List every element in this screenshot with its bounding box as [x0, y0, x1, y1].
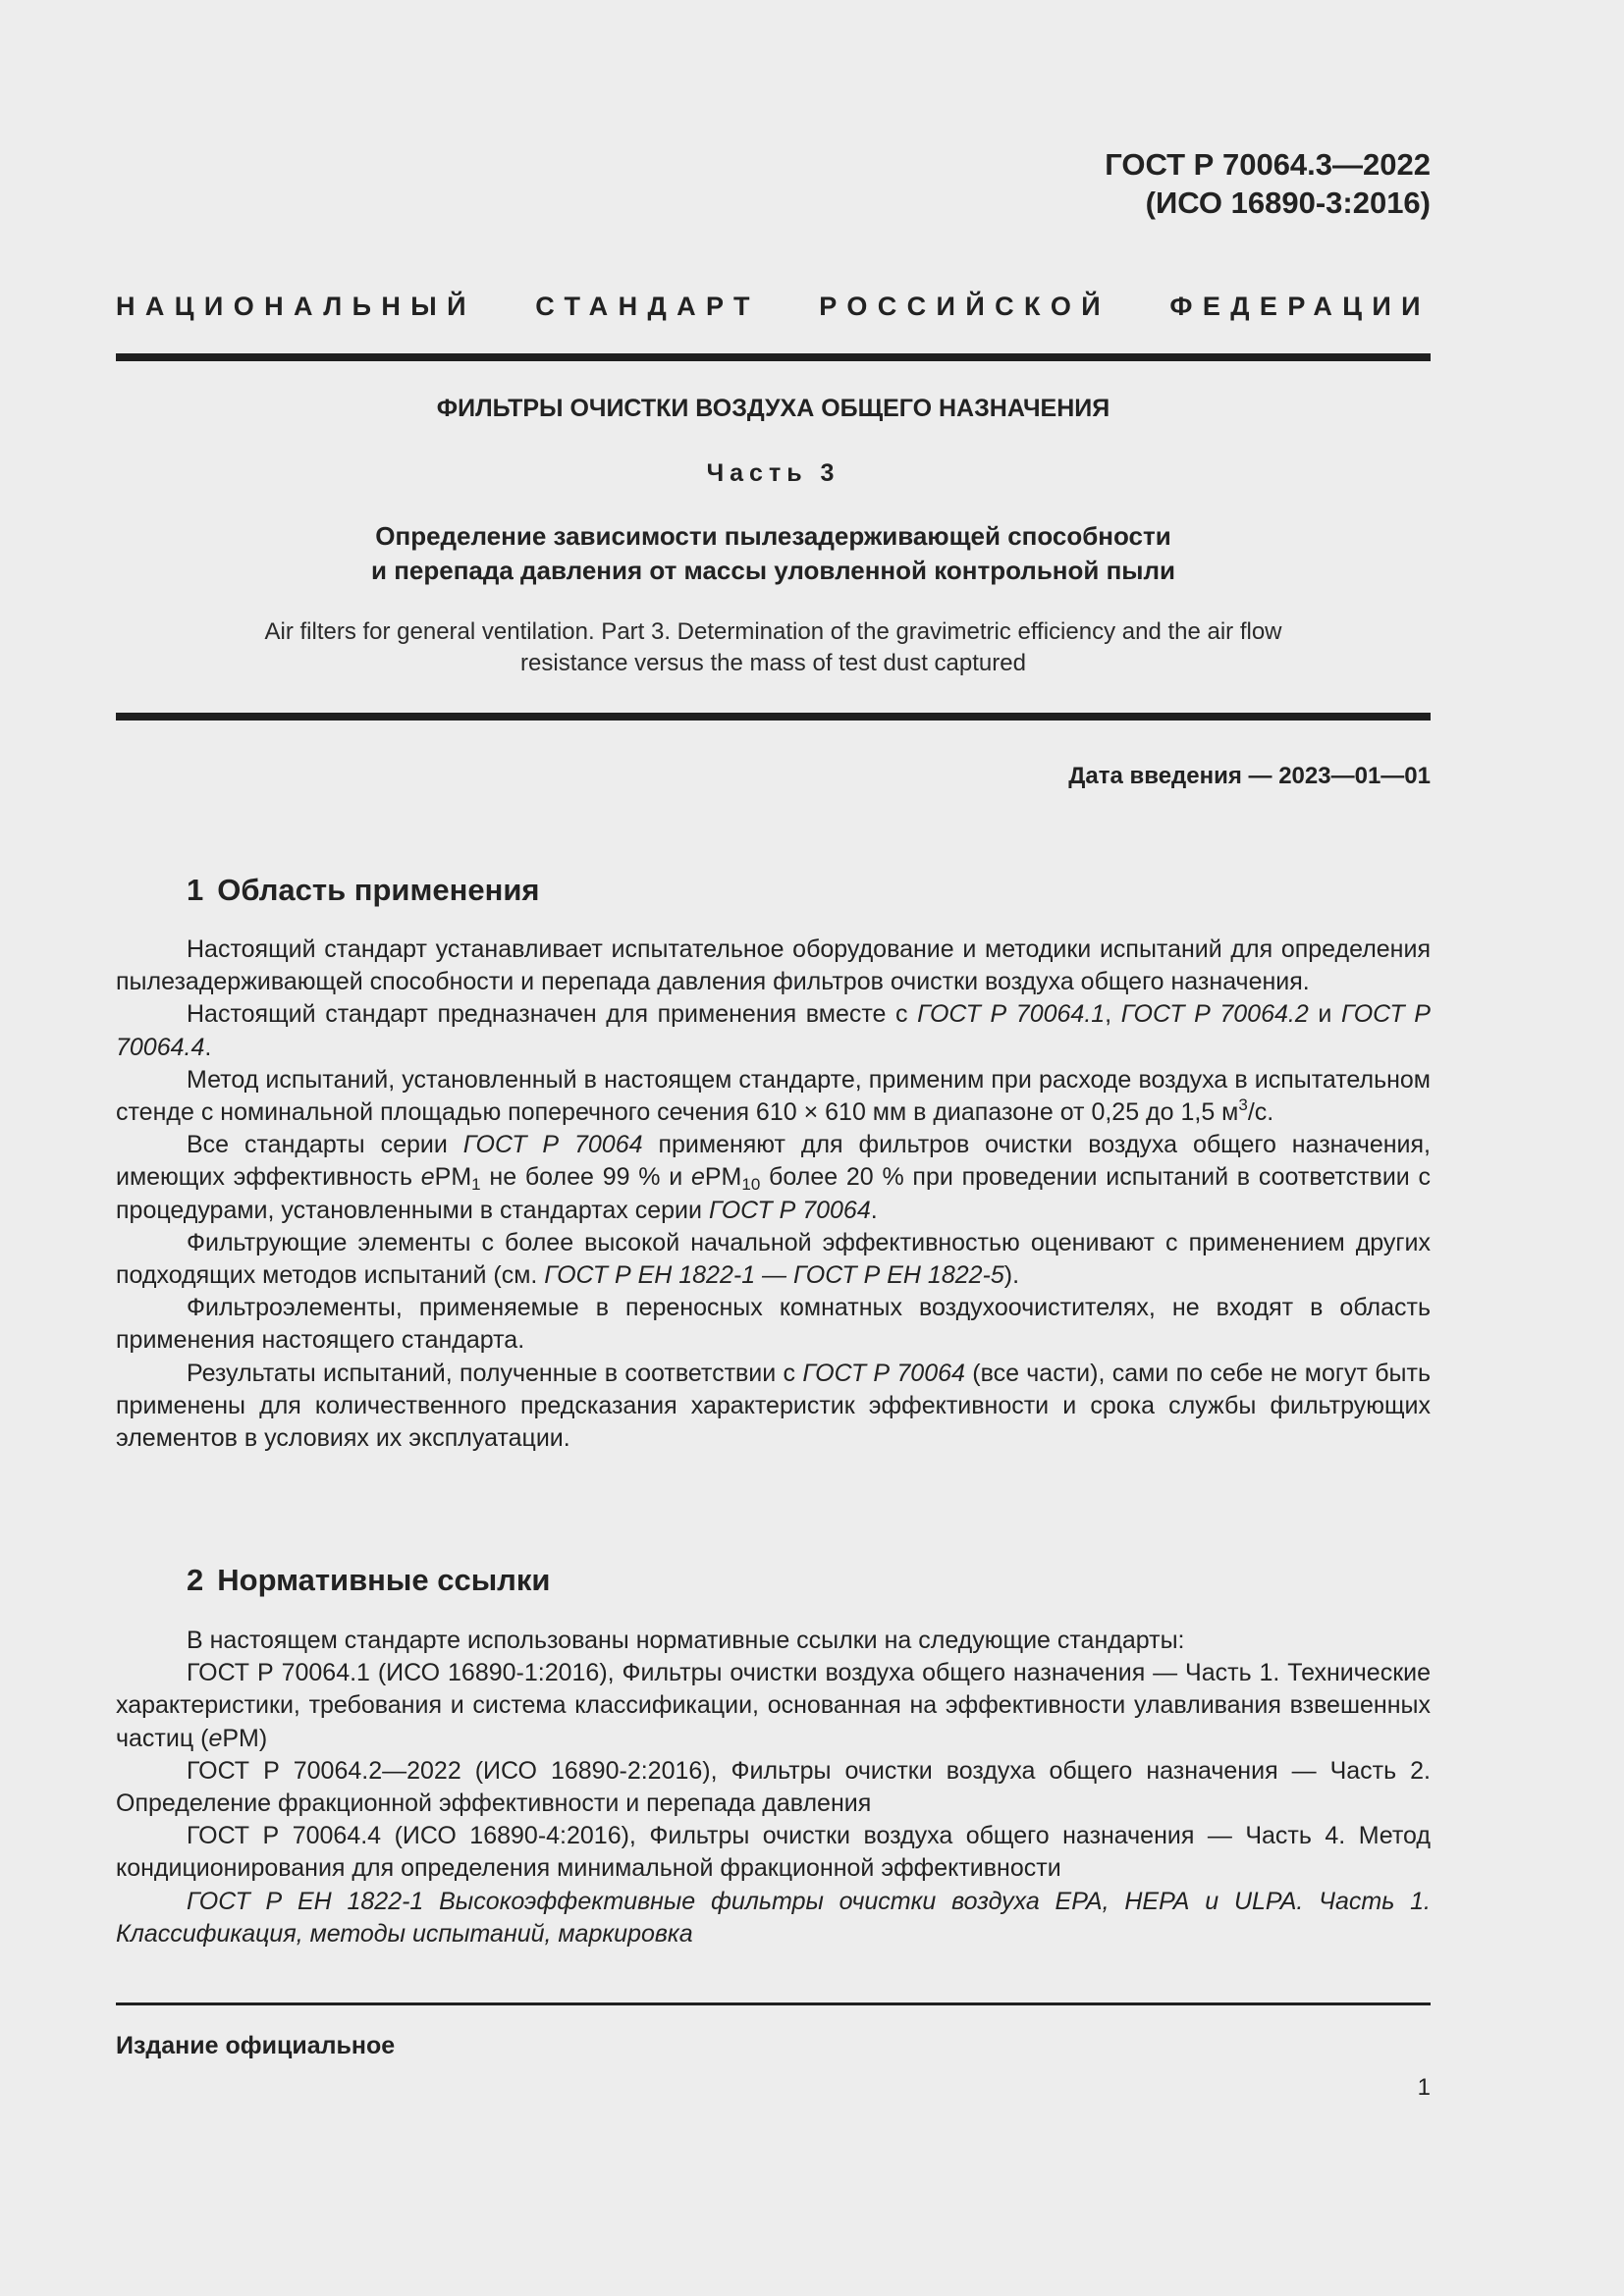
standard-number	[884, 145, 1431, 222]
section1-body	[116, 934, 1431, 1455]
page-number: 1	[1417, 2074, 1431, 2101]
section1-paragraph3: Метод испытаний, установленный в настоящем стандарте, применим при расходе воздуха в испытательном стенде с номинальной площадью поперечного сечения 610 × 610 мм в диапазоне от 0,25 до 1,5 $м^3/с$.	[116, 1065, 1431, 1127]
part-label: Часть 3	[706, 459, 840, 487]
subtitle-line2: и перепада давления от массы уловленной контрольной пыли	[370, 556, 1176, 585]
ref-gost-70064-1: ГОСТ Р 70064.1	[917, 1000, 1106, 1029]
normative-ref-4: ГОСТ Р ЕН 1822-1 Высокоэффективные фильтры очистки воздуха ЕРА, НЕРА и ULPA. Часть 1. Классификация, методы испытаний, маркировка	[116, 1887, 1431, 1948]
normative-ref-1: ГОСТ Р 70064.1 (ИСО 16890-1:2016), Фильтры очистки воздуха общего назначения — Часть 1. Технические характеристики, требования и система классификации, основанная на эффективности улавливания взвешенных частиц (ePM)	[116, 1659, 1431, 1752]
section1-number: 1	[187, 873, 204, 907]
section1-paragraph2: Настоящий стандарт предназначен для применения вместе с ГОСТ Р 70064.1, ГОСТ Р 70064.2 и ГОСТ Р 70064.4.	[116, 1000, 1431, 1061]
document-title: ФИЛЬТРЫ ОЧИСТКИ ВОЗДУХА ОБЩЕГО НАЗНАЧЕНИЯ	[436, 395, 1110, 422]
standard-number-line2: (ИСО 16890-3:2016)	[1145, 186, 1431, 220]
section1-title: Область применения	[217, 873, 540, 907]
document-subtitle	[116, 519, 1431, 588]
ref-gost-70064-all: ГОСТ Р 70064	[802, 1359, 965, 1387]
footer-divider	[116, 2002, 1431, 2005]
english-title	[116, 616, 1431, 679]
national-standard-banner: НАЦИОНАЛЬНЫЙ СТАНДАРТ РОССИЙСКОЙ ФЕДЕРАЦИИ	[116, 292, 1431, 321]
section2-title: Нормативные ссылки	[217, 1563, 551, 1597]
top-divider	[116, 353, 1431, 361]
ref-gost-70064-series: ГОСТ Р 70064	[462, 1131, 643, 1159]
ref-gost-70064-2: ГОСТ Р 70064.2	[1120, 1000, 1309, 1029]
english-title-line1: Air filters for general ventilation. Part 3. Determination of the gravimetric efficiency and the air flow	[264, 618, 1282, 645]
introduction-date: Дата введения — 2023—01—01	[1068, 763, 1431, 789]
section2-heading	[187, 1563, 550, 1598]
standard-number-line1: ГОСТ Р 70064.3—2022	[1105, 147, 1431, 182]
section1-heading	[187, 873, 540, 908]
official-edition-label: Издание официальное	[116, 2032, 396, 2059]
ref-gost-en-1822: ГОСТ Р ЕН 1822-1 — ГОСТ Р ЕН 1822-5	[544, 1261, 1004, 1290]
section2-body	[116, 1625, 1431, 1950]
section2-number: 2	[187, 1563, 204, 1597]
section1-paragraph1: Настоящий стандарт устанавливает испытательное оборудование и методики испытаний для определения пылезадерживающей способности и перепада давления фильтров очистки воздуха общего назначения.	[116, 935, 1431, 996]
ref-gost-70064-series-2: ГОСТ Р 70064	[708, 1196, 871, 1224]
section1-paragraph4: Все стандарты серии ГОСТ Р 70064 применяют для фильтров очистки воздуха общего назначения, имеющих эффективность ePM$_1$ не более 99 % и ePM$_{10}$ более 20 % при проведении испытаний в соответствии с процедурами, установленными в стандартах серии ГОСТ Р 70064.	[116, 1131, 1432, 1224]
english-title-line2: resistance versus the mass of test dust captured	[520, 650, 1026, 676]
normative-ref-3: ГОСТ Р 70064.4 (ИСО 16890-4:2016), Фильтры очистки воздуха общего назначения — Часть 4. Метод кондиционирования для определения минимальной фракционной эффективности	[116, 1822, 1431, 1883]
section2-intro: В настоящем стандарте использованы нормативные ссылки на следующие стандарты:	[187, 1627, 1185, 1654]
section1-paragraph6: Фильтроэлементы, применяемые в переносных комнатных воздухоочистителях, не входят в область применения настоящего стандарта.	[116, 1294, 1431, 1355]
ref-gost-70064-4: ГОСТ Р 70064.4	[116, 1000, 1431, 1061]
title-bottom-divider	[116, 713, 1431, 721]
normative-ref-2: ГОСТ Р 70064.2—2022 (ИСО 16890-2:2016), Фильтры очистки воздуха общего назначения — Часть 2. Определение фракционной эффективности и перепада давления	[116, 1756, 1431, 1818]
section1-paragraph7: Результаты испытаний, полученные в соответствии с ГОСТ Р 70064 (все части), сами по себе не могут быть применены для количественного предсказания характеристик эффективности и срока службы фильтрующих элементов в условиях их эксплуатации.	[116, 1359, 1432, 1453]
subtitle-line1: Определение зависимости пылезадерживающей способности	[375, 521, 1171, 551]
section1-paragraph5: Фильтрующие элементы с более высокой начальной эффективностью оценивают с применением других подходящих методов испытаний (см. ГОСТ Р ЕН 1822-1 — ГОСТ Р ЕН 1822-5).	[116, 1228, 1431, 1290]
